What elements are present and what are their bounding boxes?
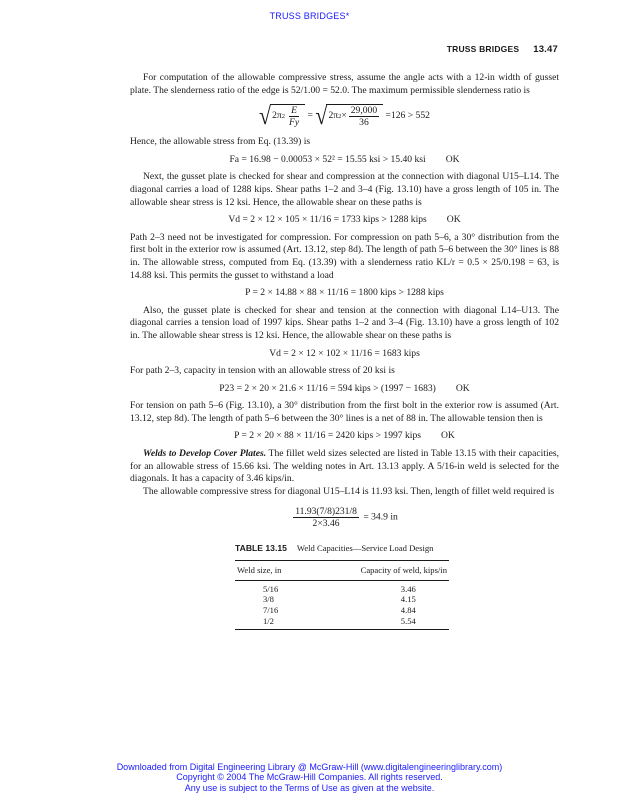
paragraph: For tension on path 5–6 (Fig. 13.10), a 30° distribution from the first bolt in the exterior row is assumed (Art. 13.12, step 8d). The length of path 5–6 between the 30° lines is a net of 88 in. The allowable tension then is — [130, 400, 559, 424]
paragraph-welds: Welds to Develop Cover Plates. The fillet weld sizes selected are listed in Table 13.15 with their capacities, for an allowable stress of 15.66 ksi. The welding notes in Art. 13.13 apply. A 5/16-in weld is selected for the diagonals. It has a capacity of 3.46 kips/in. — [130, 448, 559, 485]
weld-size: 7/16 — [263, 605, 279, 616]
weld-capacity: 3.46 — [400, 583, 416, 594]
table-row — [235, 580, 449, 594]
running-head-section: TRUSS BRIDGES — [446, 44, 520, 54]
paragraph: Also, the gusset plate is checked for shear and tension at the connection with diagonal L14–U13. The diagonal carries a tension load of 1997 kips. Shear paths 1–2 and 3–4 (Fig. 13.10) have a gross length of 102 in. The allowable shear stress is 12 ksi. Hence, the allowable shear on these paths is — [130, 304, 559, 341]
running-head — [447, 44, 558, 55]
column-header: Weld size, in — [235, 561, 310, 581]
table-row — [235, 605, 449, 616]
footer-terms: Any use is subject to the Terms of Use as given at the website. — [184, 782, 435, 793]
paragraph: Path 2–3 need not be investigated for compression. For compression on path 5–6, a 30° distribution from the first bolt in the exterior row is assumed (Art. 13.12, step 8d). The length of path 5–6 between the 30° lines is 88 in. The allowable stress, computed from Eq. (13.39) with a slenderness ratio KL/r = 0.5 × 25/0.198 = 63, is 14.88 ksi. This permits the gusset to withstand a load — [130, 231, 559, 281]
download-footer — [0, 762, 619, 793]
table-row — [235, 594, 449, 605]
paragraph: Hence, the allowable stress from Eq. (13.39) is — [130, 136, 311, 148]
radical-2: √ 2π 2 × $\frac{29,000}{36}$ — [315, 104, 383, 128]
page-body — [130, 72, 559, 630]
equation-shear-2: Vd = 2 × 12 × 102 × 11/16 = 1683 kips — [269, 347, 420, 359]
equation-result: =126 > 552 — [385, 110, 430, 122]
table-header-row — [235, 561, 449, 581]
run-in-heading: Welds to Develop Cover Plates. — [143, 448, 267, 460]
table-row — [235, 616, 449, 629]
radical-1: √ 2π 2 $\frac{E}{Fy}$ — [259, 104, 305, 128]
weld-size: 1/2 — [235, 616, 310, 629]
page-number: 13.47 — [533, 44, 558, 55]
equation-weld-length: $\frac{11.93(7/8)231/8}{2\times 3.46}$ = 34.9 in — [295, 506, 398, 530]
equation-tension: P23 = 2 × 20 × 21.6 × 11/16 = 594 kips > (1997 − 1683) OK — [219, 382, 470, 394]
table-caption — [235, 542, 559, 555]
equation-slenderness: √ 2π 2 $\frac{E}{Fy}$ = √ 2π 2 × $\frac{29,000}{36}$ =126 > 552 — [259, 101, 430, 130]
equation-allowable-tension: P = 2 × 20 × 88 × 11/16 = 2420 kips > 1997 kips OK — [234, 430, 455, 442]
footer-link[interactable]: Downloaded from Digital Engineering Library @ McGraw-Hill (www.digitalengineeringlibrary.com) — [116, 762, 503, 772]
footer-copyright: Copyright © 2004 The McGraw-Hill Companies. All rights reserved. — [176, 772, 443, 783]
weld-capacity: 5.54 — [310, 616, 449, 629]
paragraph: For computation of the allowable compressive stress, assume the angle acts with a 12-in width of gusset plate. The slenderness ratio of the edge is 52/1.00 = 52.0. The maximum permissible slenderness ratio is — [130, 72, 559, 96]
weld-size: 3/8 — [263, 594, 274, 605]
equation-shear: Vd = 2 × 12 × 105 × 11/16 = 1733 kips > 1288 kips OK — [228, 214, 461, 226]
weld-capacity: 4.15 — [400, 594, 416, 605]
equation-load: P = 2 × 14.88 × 88 × 11/16 = 1800 kips > 1288 kips — [245, 287, 444, 299]
column-header: Capacity of weld, kips/in — [310, 561, 449, 581]
weld-capacity: 4.84 — [400, 605, 416, 616]
paragraph: For path 2–3, capacity in tension with an allowable stress of 20 ksi is — [130, 365, 395, 377]
paragraph: Next, the gusset plate is checked for shear and compression at the connection with diagonal U15–L14. The diagonal carries a load of 1288 kips. Shear paths 1–2 and 3–4 (Fig. 13.10) have a gross length of 105 in. The allowable shear stress is 12 ksi. Hence, the allowable shear on these paths is — [130, 171, 559, 208]
equation-allowable-stress: Fa = 16.98 − 0.00053 × 52² = 15.55 ksi > 15.40 ksi OK — [229, 153, 460, 165]
weld-capacity-table — [235, 560, 449, 630]
paragraph: The allowable compressive stress for diagonal U15–L14 is 11.93 ksi. Then, length of fillet weld required is — [143, 485, 555, 497]
weld-size: 5/16 — [263, 583, 279, 594]
document-title: TRUSS BRIDGES* — [269, 11, 350, 21]
table-number: TABLE 13.15 — [235, 543, 287, 554]
table-title: Weld Capacities—Service Load Design — [296, 543, 434, 554]
